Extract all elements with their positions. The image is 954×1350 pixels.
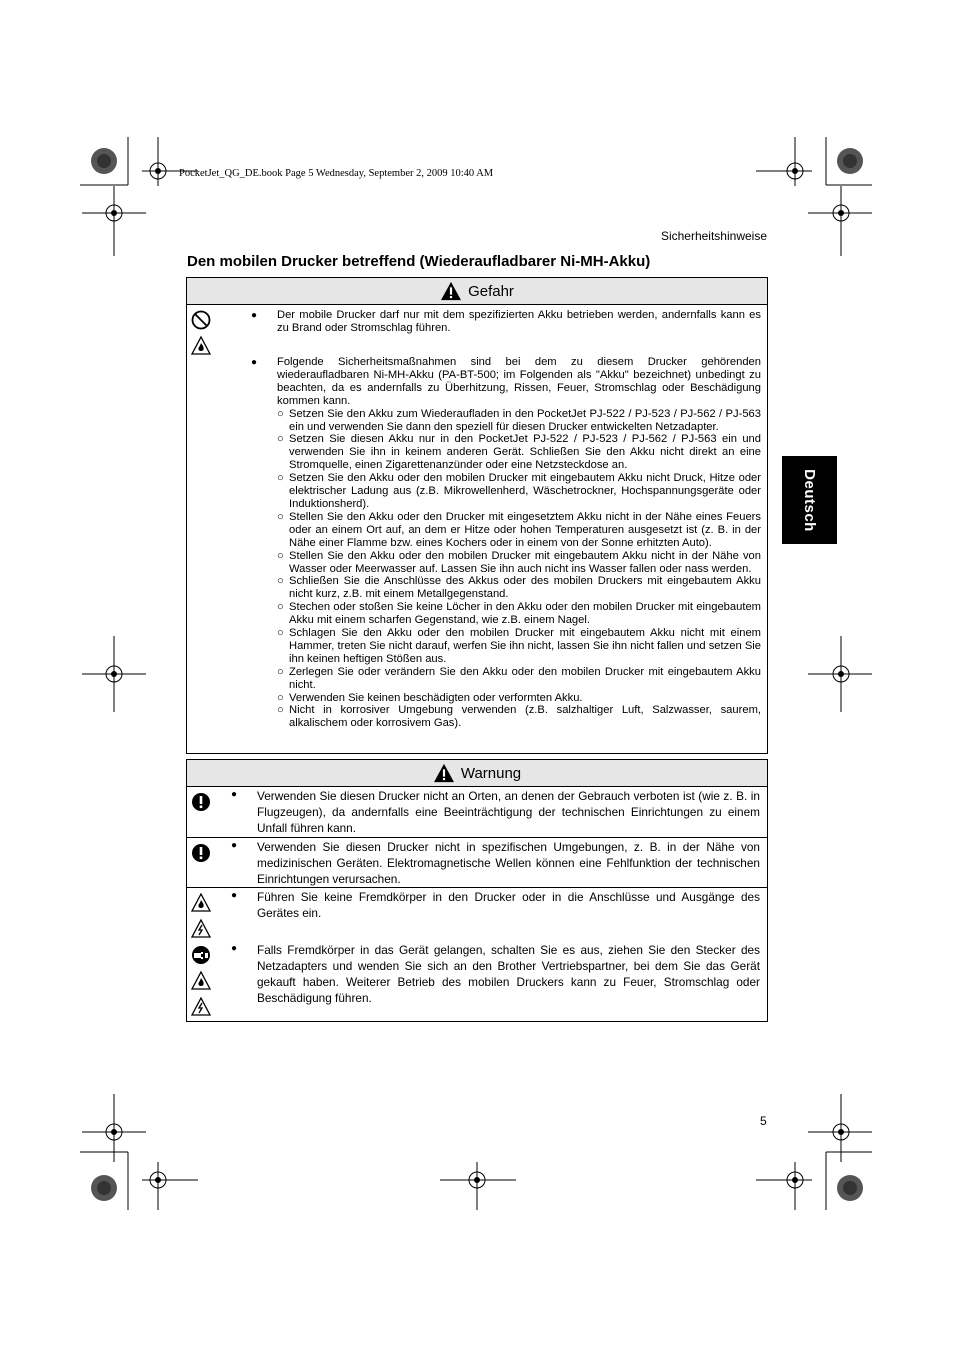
- warning-item: [231, 942, 760, 1006]
- warning-item-text: Führen Sie keine Fremdkörper in den Drucker oder in die Anschlüsse und Ausgänge des Gerätes ein.: [257, 890, 760, 920]
- danger-box: [186, 277, 768, 754]
- electric-shock-icon: [190, 918, 212, 940]
- book-header-info: PocketJet_QG_DE.book Page 5 Wednesday, September 2, 2009 10:40 AM: [179, 168, 494, 179]
- danger-subitem: [277, 408, 761, 434]
- warning-item-text: Falls Fremdkörper in das Gerät gelangen, schalten Sie es aus, ziehen Sie den Stecker des Netzadapters und wenden Sie sich an den Brother Vertriebspartner, bei dem Sie das Gerät gekauft haben. Weiterer Betrieb des mobilen Druckers kann zu Feuer, Stromschlag oder Beschädigung führen.: [257, 943, 760, 1005]
- danger-subitem-text: Schließen Sie die Anschlüsse des Akkus oder des mobilen Druckers mit eingebautem Akku nicht kurz, z.B. mit einem Metallgegenstand.: [289, 575, 761, 601]
- fire-hazard-icon: [190, 892, 212, 914]
- circle-bullet: ○: [277, 704, 284, 717]
- mandatory-exclamation-icon: [190, 791, 212, 813]
- circle-bullet: ○: [277, 691, 284, 704]
- bullet: ●: [251, 310, 258, 321]
- warning-title: Warnung: [460, 764, 522, 782]
- danger-subitem-text: Stellen Sie den Akku oder den mobilen Drucker mit eingebautem Akku nicht in der Nähe von Wasser oder Meerwasser auf. Lassen Sie ihn auch nicht ins Wasser fallen oder nass werden.: [289, 549, 761, 575]
- warning-header: [187, 760, 767, 787]
- circle-bullet: ○: [277, 510, 284, 523]
- warning-item: [231, 839, 760, 887]
- danger-subitem-text: Setzen Sie diesen Akku nur in den PocketJet PJ-522 / PJ-523 / PJ-562 / PJ-563 ein und verwenden Sie ihn in keinem anderen Gerät. Schließen Sie den Akku nicht direkt an eine Stromquelle, einen Zigarettenanzünder oder eine Netzsteckdose an.: [289, 433, 761, 472]
- warning-row-3-icons: [190, 892, 214, 1022]
- danger-subitem: [277, 627, 761, 666]
- mandatory-exclamation-icon: [190, 842, 212, 864]
- warning-item: [231, 889, 760, 921]
- danger-subitem-text: Stellen Sie den Akku oder den Drucker mit eingesetztem Akku nicht in der Nähe eines Feuers oder an einem Ort auf, an dem er Hitze oder hohen Temperaturen ausgesetzt ist (z. B. in der Nähe einer Flamme bzw. eines Kochers oder in einem von der Sonne erhitzten Auto).: [289, 510, 761, 549]
- circle-bullet: ○: [277, 407, 284, 420]
- warning-row-1: [187, 787, 767, 838]
- danger-subitem-text: Nicht in korrosiver Umgebung verwenden (z.B. salzhaltiger Luft, Salzwasser, saurem, alkalischem oder korrosivem Gas).: [289, 704, 761, 730]
- danger-sublist: [277, 408, 761, 731]
- fire-hazard-icon: [190, 970, 212, 992]
- page-number: 5: [760, 1114, 767, 1128]
- warning-row-3: [187, 888, 767, 1021]
- danger-subitem: [277, 601, 761, 627]
- warning-item-text: Verwenden Sie diesen Drucker nicht in spezifischen Umgebungen, z. B. in der Nähe von medizinischen Geräten. Elektromagnetische Wellen können eine Fehlfunktion der technischen Einrichtungen verursachen.: [257, 840, 760, 886]
- circle-bullet: ○: [277, 665, 284, 678]
- danger-subitem-text: Stechen oder stoßen Sie keine Löcher in den Akku oder den mobilen Drucker mit eingebautem Akku mit einem scharfen Gegenstand, wie z.B. einem Nagel.: [289, 601, 761, 627]
- warning-triangle-icon: [433, 763, 455, 783]
- circle-bullet: ○: [277, 433, 284, 446]
- warning-row-2: [187, 838, 767, 888]
- danger-row: [187, 305, 767, 753]
- warning-item-text: Verwenden Sie diesen Drucker nicht an Orten, an denen der Gebrauch verboten ist (wie z. B. in Flugzeugen), da andernfalls eine Beeinträchtigung der technischen Einrichtungen zu einem Unfall führen kann.: [257, 789, 760, 835]
- danger-subitem-text: Zerlegen Sie oder verändern Sie den Akku oder den mobilen Drucker mit eingebautem Akku nicht.: [289, 665, 761, 691]
- bullet: ●: [231, 890, 238, 901]
- circle-bullet: ○: [277, 627, 284, 640]
- danger-subitem: [277, 704, 761, 730]
- danger-title: Gefahr: [468, 282, 514, 300]
- circle-bullet: ○: [277, 549, 284, 562]
- danger-icons: [190, 309, 214, 361]
- danger-item-1: [251, 309, 761, 335]
- danger-subitem: [277, 511, 761, 550]
- prohibited-icon: [190, 309, 212, 331]
- page-title: Den mobilen Drucker betreffend (Wiederaufladbarer Ni-MH-Akku): [187, 253, 651, 270]
- fire-hazard-icon: [190, 335, 212, 357]
- warning-row-2-icons: [190, 842, 214, 868]
- danger-subitem: [277, 692, 761, 705]
- bullet: ●: [231, 840, 238, 851]
- circle-bullet: ○: [277, 575, 284, 588]
- danger-header: [187, 278, 767, 305]
- danger-subitem-text: Setzen Sie den Akku oder den mobilen Drucker mit eingebautem Akku nicht Druck, Hitze oder elektrischer Ladung aus (z.B. Mikrowellenherd, Wäschetrockner, Hochspannungsgeräte oder Induktionsherd).: [289, 472, 761, 510]
- danger-item-1-text: Der mobile Drucker darf nur mit dem spezifizierten Akku betrieben werden, andernfalls kann es zu Brand oder Stromschlag führen.: [277, 309, 761, 334]
- danger-subitem-text: Setzen Sie den Akku zum Wiederaufladen in den PocketJet PJ-522 / PJ-523 / PJ-562 / PJ-563 ein und verwenden Sie dann den speziell für diesen Drucker entwickelten Netzadapter.: [289, 407, 761, 433]
- danger-subitem: [277, 666, 761, 692]
- bullet: ●: [231, 943, 238, 954]
- electric-shock-icon: [190, 996, 212, 1018]
- danger-subitem: [277, 575, 761, 601]
- bullet: ●: [251, 357, 258, 368]
- danger-subitem: [277, 472, 761, 511]
- circle-bullet: ○: [277, 601, 284, 614]
- danger-item-2: [251, 356, 761, 730]
- danger-item-2-text: Folgende Sicherheitsmaßnahmen sind bei dem zu diesem Drucker gehörenden wiederaufladbaren Ni-MH-Akku (PA-BT-500; im Folgenden als "Akku" bezeichnet) unbedingt zu beachten, da es andernfalls zu Überhitzung, Rissen, Feuer, Stromschlag oder Beschädigung kommen kann.: [277, 356, 761, 407]
- language-tab-label: Deutsch: [801, 468, 818, 532]
- danger-subitem-text: Schlagen Sie den Akku oder den mobilen Drucker mit eingebautem Akku nicht mit einem Hammer, treten Sie nicht darauf, werfen Sie ihn nicht, lassen Sie ihn nicht fallen und setzen Sie ihn keinen heftigen Stößen aus.: [289, 627, 761, 665]
- warning-item: [231, 788, 760, 836]
- circle-bullet: ○: [277, 472, 284, 485]
- unplug-icon: [190, 944, 212, 966]
- section-label: Sicherheitshinweise: [660, 229, 767, 243]
- warning-box: [186, 759, 768, 1022]
- warning-row-1-icons: [190, 791, 214, 817]
- danger-subitem: [277, 550, 761, 576]
- warning-triangle-icon: [440, 281, 462, 301]
- bullet: ●: [231, 789, 238, 800]
- danger-subitem: [277, 433, 761, 472]
- danger-subitem-text: Verwenden Sie keinen beschädigten oder verformten Akku.: [289, 691, 583, 704]
